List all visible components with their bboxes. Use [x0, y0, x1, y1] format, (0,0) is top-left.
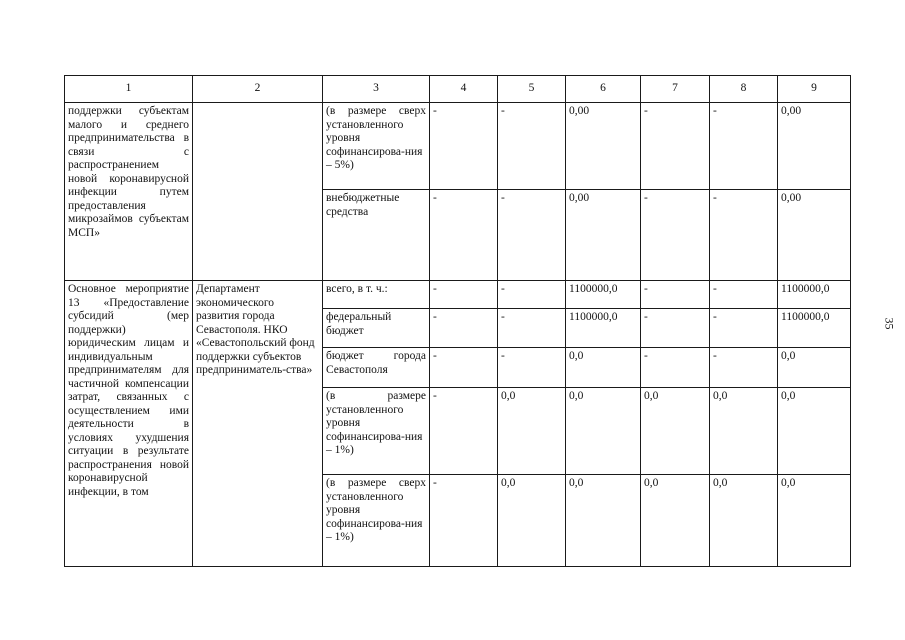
- value-cell: -: [498, 309, 566, 348]
- value-cell: -: [430, 190, 498, 281]
- value-cell: -: [430, 103, 498, 190]
- header-cell: 6: [566, 76, 641, 103]
- value-cell: 0,0: [566, 348, 641, 388]
- value-cell: -: [710, 103, 778, 190]
- value-cell: -: [641, 281, 710, 309]
- funding-source-cell: внебюджетные средства: [323, 190, 430, 281]
- value-cell: 0,00: [566, 103, 641, 190]
- funding-source-cell: бюджет города Севастополя: [323, 348, 430, 388]
- header-cell: 9: [778, 76, 851, 103]
- value-cell: 0,0: [778, 475, 851, 567]
- value-cell: 0,0: [710, 388, 778, 475]
- value-cell: -: [498, 348, 566, 388]
- value-cell: -: [710, 348, 778, 388]
- value-cell: -: [641, 309, 710, 348]
- value-cell: -: [498, 190, 566, 281]
- value-cell: -: [641, 103, 710, 190]
- measure-cell: Основное мероприятие 13 «Предоставление субсидий (мер поддержки) юридическим лицам и индивидуальным предпринимателям для частичной компенсации затрат, связанных с осуществлением ими деятельности в условиях ухудшения ситуации в результате распространения новой коронавирусной инфекции, в том: [65, 281, 193, 567]
- table-row: [65, 103, 851, 190]
- funding-source-cell: (в размере сверх установленного уровня софинансирова-ния – 5%): [323, 103, 430, 190]
- header-cell: 4: [430, 76, 498, 103]
- value-cell: 0,0: [566, 388, 641, 475]
- header-cell: 1: [65, 76, 193, 103]
- funding-source-cell: (в размере сверх установленного уровня софинансирова-ния – 1%): [323, 475, 430, 567]
- value-cell: -: [710, 309, 778, 348]
- header-cell: 8: [710, 76, 778, 103]
- page-number: 35: [882, 317, 897, 330]
- header-cell: 7: [641, 76, 710, 103]
- value-cell: -: [498, 281, 566, 309]
- funding-source-cell: (в размере установленного уровня софинансирова-ния – 1%): [323, 388, 430, 475]
- header-row: [65, 76, 851, 103]
- value-cell: -: [641, 190, 710, 281]
- measure-cell: поддержки субъектам малого и среднего предпринимательства в связи с распространением новой коронавирусной инфекции путем предоставления микрозаймов субъектам МСП»: [65, 103, 193, 281]
- header-cell: 3: [323, 76, 430, 103]
- value-cell: -: [430, 309, 498, 348]
- table-row: [65, 281, 851, 309]
- value-cell: 0,0: [566, 475, 641, 567]
- value-cell: -: [498, 103, 566, 190]
- value-cell: -: [430, 475, 498, 567]
- value-cell: -: [430, 388, 498, 475]
- value-cell: 1100000,0: [566, 309, 641, 348]
- value-cell: 0,0: [498, 475, 566, 567]
- value-cell: -: [710, 190, 778, 281]
- header-cell: 2: [193, 76, 323, 103]
- value-cell: -: [641, 348, 710, 388]
- value-cell: 0,0: [710, 475, 778, 567]
- value-cell: 1100000,0: [778, 309, 851, 348]
- value-cell: -: [430, 281, 498, 309]
- funding-source-cell: всего, в т. ч.:: [323, 281, 430, 309]
- value-cell: 0,00: [778, 190, 851, 281]
- value-cell: -: [710, 281, 778, 309]
- value-cell: 0,0: [778, 388, 851, 475]
- value-cell: 0,0: [778, 348, 851, 388]
- header-cell: 5: [498, 76, 566, 103]
- value-cell: 0,00: [778, 103, 851, 190]
- value-cell: 1100000,0: [566, 281, 641, 309]
- value-cell: 0,0: [641, 475, 710, 567]
- value-cell: 1100000,0: [778, 281, 851, 309]
- funding-source-cell: федеральный бюджет: [323, 309, 430, 348]
- value-cell: -: [430, 348, 498, 388]
- executor-cell: Департамент экономического развития города Севастополя. НКО «Севастопольский фонд поддержки субъектов предприниматель-ства»: [193, 281, 323, 567]
- value-cell: 0,0: [641, 388, 710, 475]
- executor-cell: [193, 103, 323, 281]
- value-cell: 0,0: [498, 388, 566, 475]
- value-cell: 0,00: [566, 190, 641, 281]
- funding-table: [64, 75, 851, 567]
